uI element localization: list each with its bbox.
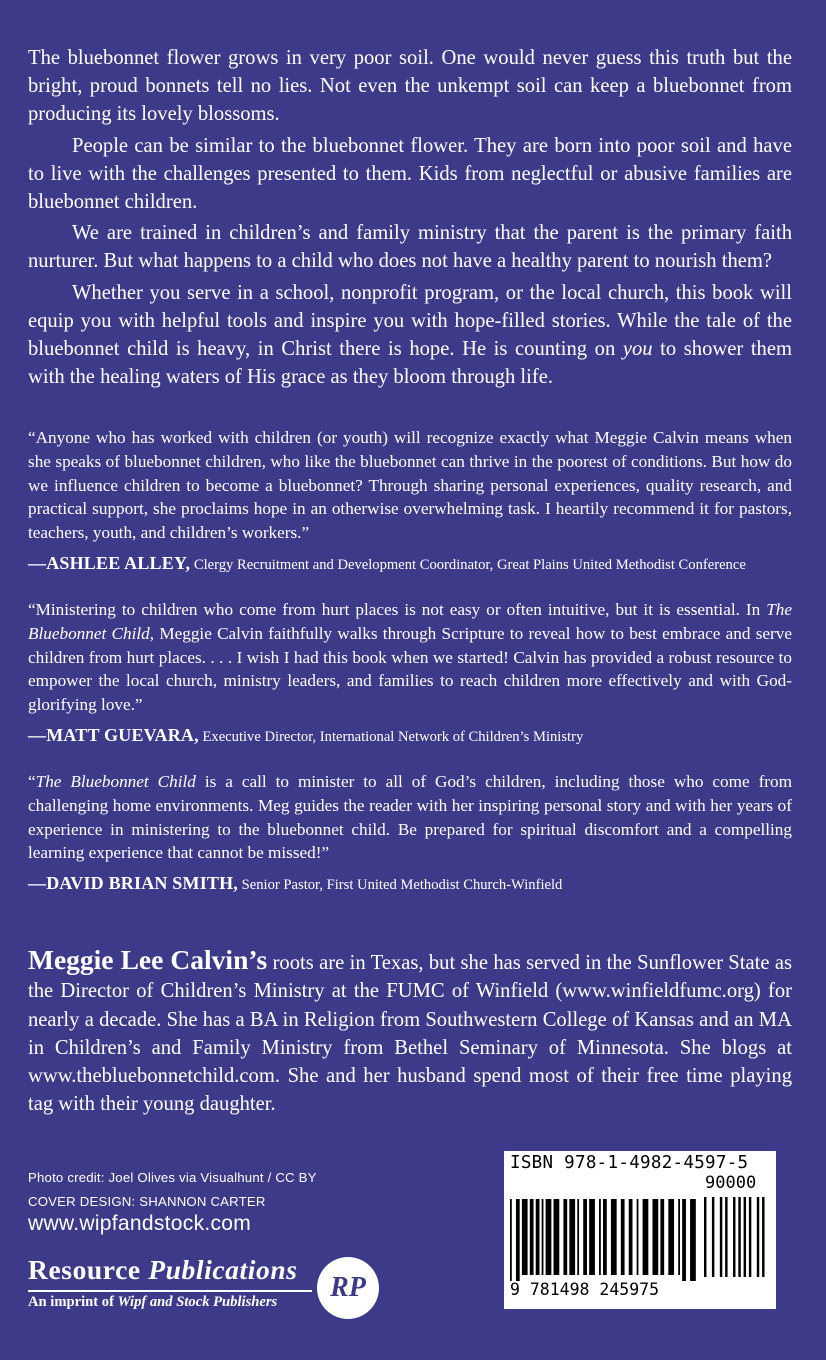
endorser-name: —MATT GUEVARA, [28,724,199,745]
barcode-bar [744,1197,746,1277]
barcode-bar [563,1199,567,1275]
imprint-text-b: Wipf and Stock Publishers [117,1294,278,1310]
barcode-bar [725,1197,727,1277]
endorsement-attribution [28,873,792,895]
barcode-bar [738,1197,740,1277]
author-name: Meggie Lee Calvin’s [28,944,268,975]
emphasis-you: you [622,338,653,361]
barcode-bar [599,1199,601,1275]
endorser-name: —DAVID BRIAN SMITH, [28,873,239,894]
barcode-bar [611,1199,617,1275]
description-paragraph-2: People can be similar to the bluebonnet flower. They are born into poor soil and have to live with the challenges presented to them. Kids from neglectful or abusive families are bluebonnet children. [28,134,792,214]
publisher-website[interactable]: www.wipfandstock.com [28,1212,252,1235]
barcode-bar [569,1199,575,1275]
endorser-role: Executive Director, International Network of Children’s Ministry [198,728,584,745]
cover-design-credit: COVER DESIGN: SHANNON CARTER [28,1194,266,1209]
isbn-barcode-icon [510,1199,698,1281]
isbn-label: ISBN 978-1-4982-4597-5 [510,1153,749,1173]
barcode-panel [504,1151,776,1309]
endorsement-quote [28,598,792,717]
endorsement-guevara [28,598,792,747]
book-title: The Bluebonnet Child [35,772,196,791]
paragraph-4-text-a: Whether you serve in a school, nonprofit program, or the local church, this book will equip you with helpful tools and inspire you with hope-filled stories. While the tale of the bluebonnet child is heavy, in Christ there is hope. He is counting on [28,281,792,361]
endorsement-attribution [28,553,792,575]
barcode-bar [621,1199,625,1275]
publisher-name-b: Publications [148,1254,298,1285]
publisher-imprint [28,1254,298,1310]
author-bio-text: roots are in Texas, but she has served in the Sunflower State as the Director of Children’s Ministry at the FUMC of Winfield (www.winfieldfumc.org) for nearly a decade. She has a BA in Religion from Southwestern College of Kansas and an MA in Children’s and Family Ministry from Bethel Seminary of Minnesota. She blogs at www.thebluebonnetchild.com. She and her husband spend most of their free time playing tag with their young daughter. [28,952,792,1116]
barcode-bar [516,1199,520,1281]
barcode-bar [652,1199,658,1275]
endorser-name: —ASHLEE ALLEY, [28,552,191,573]
endorsement-attribution [28,725,792,747]
barcode-bar [629,1199,633,1275]
price-code: 90000 [705,1173,757,1193]
barcode-bar [637,1199,639,1275]
endorsement-quote: “Anyone who has worked with children (or youth) will recognize exactly what Meggie Calvin means when she speaks of bluebonnet children, who like the bluebonnet can thrive in the poorest of conditions. But how do we influence children to become a bluebonnet? Through sharing personal experiences, quality research, and practical support, she proclaims hope in an otherwise overwhelming task. I heartily recommend it for pastors, teachers, youth, and children’s workers.” [28,428,792,543]
barcode-bar [668,1199,674,1275]
barcode-bar [554,1199,560,1275]
quote-open: “ [28,772,36,791]
description-paragraph-1: The bluebonnet flower grows in very poor soil. One would never guess this truth but the bright, proud bonnets tell no lies. Not even the unkempt soil can keep a bluebonnet from producing its lovely blossoms. [28,47,792,126]
book-description [28,44,792,391]
description-paragraph-4 [28,279,792,392]
quote-text-a: “Ministering to children who come from hurt places is not easy or often intuitive, but it is essential. In [28,600,767,619]
barcode-bar [682,1199,686,1281]
photo-credit: Photo credit: Joel Olives via Visualhunt / CC BY [28,1170,317,1185]
price-barcode-icon [704,1197,770,1277]
barcode-bar [589,1199,595,1275]
barcode-bar [530,1199,534,1275]
imprint-text-a: An imprint of [28,1294,118,1310]
barcode-bar [643,1199,649,1275]
endorsement-quote [28,770,792,865]
endorsement-smith [28,770,792,895]
publisher-name [28,1254,298,1286]
isbn-digits: 9 781498 245975 [510,1280,660,1299]
barcode-bar [510,1199,512,1281]
endorser-role: Senior Pastor, First United Methodist Church-Winfield [238,877,563,894]
barcode-bar [712,1197,714,1277]
description-paragraph-3: We are trained in children’s and family ministry that the parent is the primary faith nurturer. But what happens to a child who does not have a healthy parent to nourish them? [28,222,792,273]
publisher-imprint-line [28,1294,277,1311]
barcode-bar [536,1199,540,1275]
endorser-role: Clergy Recruitment and Development Coordinator, Great Plains United Methodist Conference [190,556,746,573]
publisher-name-a: Resource [28,1254,149,1285]
barcode-bar [749,1197,751,1277]
barcode-bar [720,1197,722,1277]
author-bio [28,946,792,1119]
quote-text: is a call to minister to all of God’s children, including those who come from challenging home environments. Meg guides the reader with her inspiring personal story and with her years of experience in ministering to the bluebonnet child. Be prepared for spiritual discomfort and a compelling learning experience that cannot be missed!” [28,772,792,863]
barcode-bar [577,1199,579,1275]
book-title: The Bluebonnet Child [28,600,792,643]
barcode-bar [546,1199,552,1275]
endorsement-alley [28,426,792,575]
barcode-bar [762,1197,764,1277]
barcode-bar [660,1199,664,1275]
barcode-bar [690,1199,696,1281]
barcode-bar [757,1197,759,1277]
quote-text-b: , Meggie Calvin faithfully walks through Scripture to reveal how to best embrace and serve children from hurt places. . . . I wish I had this book when we started! Calvin has provided a robust resource to empower the local church, ministry leaders, and families to reach children more effectively and with God-glorifying love.” [28,623,792,715]
publisher-rule [28,1290,312,1292]
barcode-bar [704,1197,706,1277]
barcode-bar [603,1199,607,1275]
barcode-bar [583,1199,587,1275]
paragraph-4-text-b: to shower them with the healing waters of His grace as they bloom through life. [28,338,793,389]
barcode-bar [542,1199,544,1275]
barcode-bar [678,1199,680,1275]
barcode-bar [522,1199,528,1275]
rp-logo-icon: RP [317,1257,379,1319]
barcode-bar [733,1197,735,1277]
